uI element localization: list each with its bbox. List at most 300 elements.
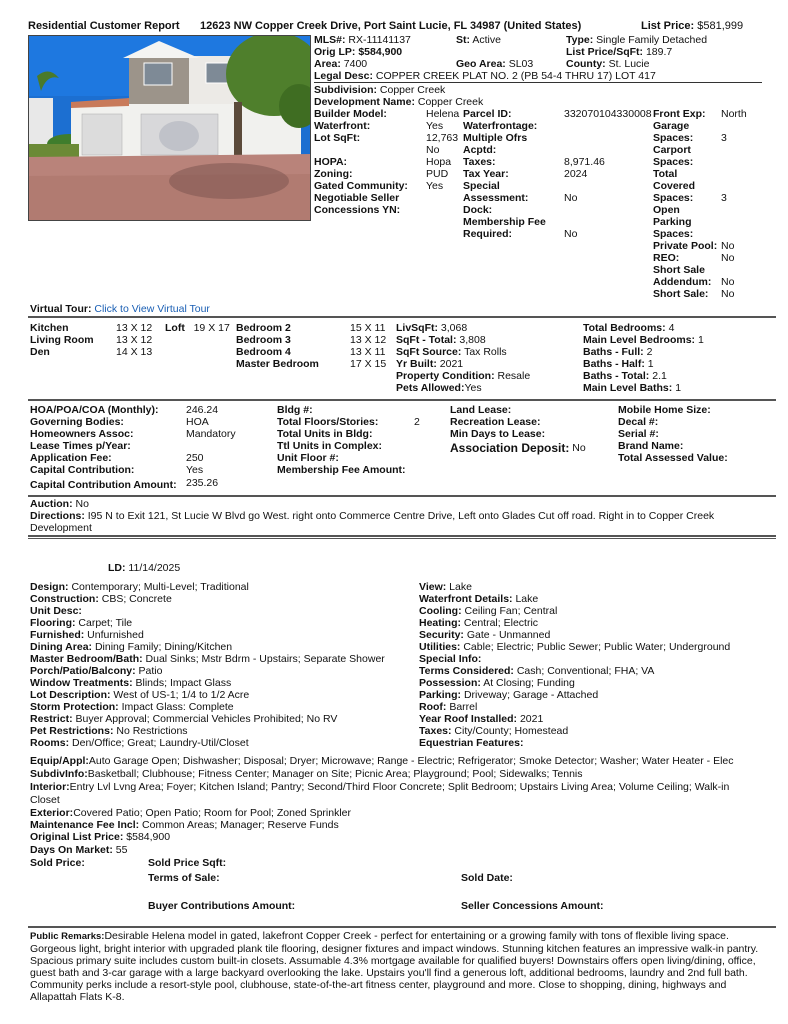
- label: Land Lease:: [450, 404, 512, 416]
- detail-label: Covered: [653, 180, 696, 192]
- detail-value: 12,763: [426, 132, 459, 144]
- hoa-value: Yes: [186, 464, 204, 476]
- value: Common Areas; Manager; Reserve Funds: [142, 819, 339, 831]
- value: Tax Rolls: [464, 346, 507, 358]
- hoa-value: HOA: [186, 416, 209, 428]
- label: SqFt - Total:: [396, 334, 457, 346]
- feature-label: Pet Restrictions:: [30, 725, 114, 737]
- feature-row: [30, 581, 385, 593]
- baths-full: [583, 346, 704, 358]
- feature-label: Lot Description:: [30, 689, 111, 701]
- detail-value: Helena: [426, 108, 460, 120]
- feature-label: Utilities:: [419, 641, 461, 653]
- detail-label: Special: [463, 180, 500, 192]
- sqft-source: [396, 346, 530, 358]
- hoa-value: [414, 440, 420, 452]
- remarks-label: Public Remarks:: [30, 931, 105, 942]
- feature-label: Window Treatments:: [30, 677, 133, 689]
- orig-lp-value: $584,900: [358, 46, 403, 58]
- mls-label: MLS#:: [314, 34, 346, 46]
- detail-label: Waterfrontage:: [463, 120, 538, 132]
- detail-value: No: [721, 240, 735, 252]
- hoa-col1-values: [186, 404, 236, 489]
- detail-label: Required:: [463, 228, 513, 240]
- subdivision: [314, 84, 445, 96]
- seller-concessions-label: Seller Concessions Amount:: [461, 900, 604, 912]
- detail-label: Acptd:: [463, 144, 497, 156]
- feature-value: Carpet; Tile: [78, 617, 133, 629]
- feature-value: 2021: [519, 713, 544, 725]
- directions-label: Directions:: [30, 510, 85, 522]
- geo-area-value: SL03: [508, 58, 534, 70]
- hoa-value: [414, 464, 420, 476]
- detail-value: [564, 144, 652, 156]
- label: Pets Allowed:: [396, 382, 465, 394]
- feature-label: View:: [419, 581, 447, 593]
- detail-label: Lot SqFt:: [314, 132, 361, 144]
- geo-area-label: Geo Area:: [456, 58, 506, 70]
- legal-label: Legal Desc:: [314, 70, 373, 82]
- detail-value: [564, 216, 652, 228]
- area-value: 7400: [343, 58, 368, 70]
- value: 2: [646, 346, 653, 358]
- hoa-label: Ttl Units in Complex:: [277, 440, 382, 452]
- detail-label: Front Exp:: [653, 108, 706, 120]
- maintenance-fee-incl: [30, 819, 775, 831]
- label: Min Days to Lease:: [450, 428, 546, 440]
- detail-label: [314, 144, 408, 156]
- value: Yes: [464, 382, 482, 394]
- ld-label: LD:: [108, 562, 126, 574]
- feature-label: Flooring:: [30, 617, 76, 629]
- sold-price-label: Sold Price:: [30, 857, 85, 869]
- label: Baths - Half:: [583, 358, 645, 370]
- detail-label: Parking: [653, 216, 692, 228]
- detail-label: Waterfront:: [314, 120, 371, 132]
- feature-row: [419, 581, 730, 593]
- hoa-col3: [450, 404, 586, 454]
- detail-label: Garage: [653, 120, 690, 132]
- detail-value: Hopa: [426, 156, 452, 168]
- legal-value: COPPER CREEK PLAT NO. 2 (PB 54-4 THRU 17) LOT 417: [375, 70, 656, 82]
- auction-value: No: [75, 498, 89, 510]
- feature-value: Lake: [515, 593, 539, 605]
- value: 3,808: [459, 334, 486, 346]
- original-list-price-row: [30, 831, 775, 843]
- feature-label: Special Info:: [419, 653, 482, 665]
- feature-value: CBS; Concrete: [101, 593, 172, 605]
- detail-label: Assessment:: [463, 192, 529, 204]
- year-built: [396, 358, 530, 370]
- detail-label: Open: [653, 204, 680, 216]
- feature-value: Driveway; Garage - Attached: [463, 689, 599, 701]
- rooms-col-b-labels: [236, 322, 319, 370]
- price-sqft-label: List Price/SqFt:: [566, 46, 644, 58]
- interior: [30, 781, 760, 807]
- feature-row: [30, 617, 385, 629]
- status-label: St:: [456, 34, 470, 46]
- value: 1: [697, 334, 704, 346]
- detail-value: No: [721, 288, 735, 300]
- detail-label: Builder Model:: [314, 108, 387, 120]
- liv-sqft: [396, 322, 530, 334]
- feature-value: City/County; Homestead: [454, 725, 569, 737]
- value: Auto Garage Open; Dishwasher; Disposal; Dryer; Microwave; Range - Electric; Refrigerator; Smoke Detector; Washer; Water Heater - Elec: [88, 755, 734, 767]
- detail-label: REO:: [653, 252, 680, 264]
- equip-appl: [30, 755, 775, 767]
- detail-label: Membership Fee: [463, 216, 546, 228]
- detail-value: [721, 144, 747, 156]
- development-name: [314, 96, 483, 108]
- feature-value: Blinds; Impact Glass: [135, 677, 232, 689]
- value: $584,900: [126, 831, 171, 843]
- terms-of-sale-label: Terms of Sale:: [148, 872, 220, 884]
- feature-row: [30, 605, 385, 617]
- section-divider: [28, 535, 776, 539]
- directions: [30, 510, 770, 534]
- detail-value: No: [564, 192, 578, 204]
- details-col2-labels: [463, 108, 546, 240]
- feature-value: At Closing; Funding: [483, 677, 575, 689]
- feature-label: Dining Area:: [30, 641, 93, 653]
- detail-value: No: [426, 144, 440, 156]
- detail-value: [721, 120, 747, 132]
- room-size: 13 X 12: [116, 322, 153, 334]
- feature-row: [419, 641, 730, 653]
- feature-label: Furnished:: [30, 629, 85, 641]
- feature-row: [30, 593, 385, 605]
- details-col3-values: [721, 108, 747, 300]
- details-col2-values: [564, 108, 652, 240]
- loft: [165, 322, 230, 334]
- details-col3-labels: [653, 108, 717, 300]
- detail-label: Short Sale: [653, 264, 705, 276]
- directions-value: I95 N to Exit 121, St Lucie W Blvd go West. right onto Commerce Centre Drive, Left onto Glades Cut off road. Right in to Copper Creek Development: [30, 510, 715, 534]
- orig-lp-label: Orig LP:: [314, 46, 356, 58]
- value: 2.1: [652, 370, 667, 382]
- mls-value: RX-11141137: [348, 34, 411, 46]
- feature-value: West of US-1; 1/4 to 1/2 Acre: [113, 689, 250, 701]
- property-photo[interactable]: [28, 35, 311, 221]
- rooms-col-c: [396, 322, 530, 394]
- feature-value: Patio: [138, 665, 163, 677]
- min-days-to-lease: [450, 428, 586, 440]
- feature-row: [30, 689, 385, 701]
- rooms-col-a-values: [116, 322, 152, 358]
- label: Maintenance Fee Incl:: [30, 819, 140, 831]
- feature-row: [419, 605, 730, 617]
- feature-row: [419, 665, 730, 677]
- hoa-label: Lease Times p/Year:: [30, 440, 131, 452]
- features-right: [419, 581, 730, 749]
- hoa-label: Mobile Home Size:: [618, 404, 711, 416]
- dev-name-label: Development Name:: [314, 96, 415, 108]
- value: 1: [675, 382, 682, 394]
- feature-row: [419, 677, 730, 689]
- hoa-label: Decal #:: [618, 416, 659, 428]
- hoa-col2-labels: [277, 404, 406, 476]
- loft-size: 19 X 17: [193, 322, 230, 334]
- detail-label: Zoning:: [314, 168, 353, 180]
- hoa-label: Total Floors/Stories:: [277, 416, 379, 428]
- room-size: 13 X 12: [116, 334, 153, 346]
- feature-row: [419, 653, 730, 665]
- hoa-label: Unit Floor #:: [277, 452, 339, 464]
- feature-value: Barrel: [449, 701, 478, 713]
- value: Resale: [497, 370, 531, 382]
- feature-label: Year Roof Installed:: [419, 713, 518, 725]
- detail-value: [721, 168, 747, 180]
- label: Main Level Bedrooms:: [583, 334, 696, 346]
- county-label: County:: [566, 58, 606, 70]
- label: Baths - Full:: [583, 346, 644, 358]
- association-deposit: [450, 442, 586, 454]
- hoa-value: [414, 428, 420, 440]
- detail-value: No: [721, 252, 735, 264]
- label: Exterior:: [30, 807, 74, 819]
- property-address: 12623 NW Copper Creek Drive, Port Saint Lucie, FL 34987 (United States): [200, 20, 582, 32]
- county: [566, 58, 649, 70]
- property-type: [566, 34, 707, 46]
- feature-label: Security:: [419, 629, 464, 641]
- feature-value: Gate - Unmanned: [466, 629, 551, 641]
- label: Equip/Appl:: [30, 755, 89, 767]
- detail-value: [721, 264, 747, 276]
- detail-value: [721, 216, 747, 228]
- mls-number: [314, 34, 411, 46]
- feature-label: Parking:: [419, 689, 462, 701]
- legal-description: [314, 70, 656, 82]
- list-price-value: $581,999: [697, 20, 744, 32]
- feature-label: Rooms:: [30, 737, 70, 749]
- feature-label: Construction:: [30, 593, 99, 605]
- detail-label: Private Pool:: [653, 240, 718, 252]
- subdiv-info: [30, 768, 775, 780]
- detail-value: 8,971.46: [564, 156, 605, 168]
- detail-value: No: [721, 276, 735, 288]
- days-on-market: [30, 844, 775, 856]
- status-value: Active: [472, 34, 501, 46]
- main-level-baths: [583, 382, 704, 394]
- value: Entry Lvl Lvng Area; Foyer; Kitchen Island; Pantry; Second/Third Floor Concrete; Split Bedroom; Upstairs Living Area; Volume Ceiling; Walk-in Closet: [30, 781, 730, 806]
- label: SqFt Source:: [396, 346, 462, 358]
- detail-value: [721, 156, 747, 168]
- value: No: [572, 442, 586, 454]
- sold-date-label: Sold Date:: [461, 872, 513, 884]
- area-label: Area:: [314, 58, 341, 70]
- hoa-value: 235.26: [186, 477, 219, 489]
- feature-row: [30, 725, 385, 737]
- hoa-value: 2: [414, 416, 420, 428]
- feature-value: Cash; Conventional; FHA; VA: [516, 665, 655, 677]
- detail-label: Multiple Ofrs: [463, 132, 528, 144]
- detail-value: 2024: [564, 168, 588, 180]
- county-value: St. Lucie: [608, 58, 650, 70]
- detail-label: Spaces:: [653, 228, 694, 240]
- baths-total: [583, 370, 704, 382]
- feature-label: Storm Protection:: [30, 701, 119, 713]
- section-divider: [28, 495, 776, 497]
- list-price-label: List Price:: [641, 20, 695, 32]
- room-size: 15 X 11: [350, 322, 386, 334]
- value: 2021: [439, 358, 464, 370]
- detail-label: Concessions YN:: [314, 204, 401, 216]
- hoa-value: 246.24: [186, 404, 219, 416]
- detail-value: [564, 120, 652, 132]
- feature-label: Porch/Patio/Balcony:: [30, 665, 136, 677]
- room-label: Bedroom 3: [236, 334, 291, 346]
- detail-value: 3: [721, 132, 727, 144]
- details-col1-labels: [314, 108, 408, 216]
- value: Covered Patio; Open Patio; Room for Pool; Zoned Sprinkler: [73, 807, 351, 819]
- feature-label: Heating:: [419, 617, 461, 629]
- label: Total Bedrooms:: [583, 322, 666, 334]
- detail-value: [564, 180, 652, 192]
- feature-value: Dual Sinks; Mstr Bdrm - Upstairs; Separate Shower: [145, 653, 385, 665]
- label: Baths - Total:: [583, 370, 650, 382]
- detail-value: 3: [721, 192, 727, 204]
- feature-label: Master Bedroom/Bath:: [30, 653, 143, 665]
- auction: [30, 498, 89, 510]
- feature-value: Dining Family; Dining/Kitchen: [94, 641, 233, 653]
- detail-value: [721, 180, 747, 192]
- hoa-label: Brand Name:: [618, 440, 684, 452]
- value: Basketball; Clubhouse; Fitness Center; Manager on Site; Picnic Area; Playground; Pool; Sidewalks; Tennis: [87, 768, 583, 780]
- loft-label: Loft: [165, 322, 185, 334]
- feature-label: Waterfront Details:: [419, 593, 513, 605]
- value: 3,068: [440, 322, 468, 334]
- room-label: Bedroom 4: [236, 346, 291, 358]
- feature-row: [419, 629, 730, 641]
- recreation-lease: [450, 416, 586, 428]
- property-condition: [396, 370, 530, 382]
- feature-value: Lake: [449, 581, 472, 593]
- subdivision-value: Copper Creek: [379, 84, 446, 96]
- room-label: Living Room: [30, 334, 94, 346]
- detail-label: Parcel ID:: [463, 108, 512, 120]
- feature-row: [30, 737, 385, 749]
- room-label: Kitchen: [30, 322, 69, 334]
- sqft-total: [396, 334, 530, 346]
- hoa-col2-values: [414, 404, 420, 476]
- detail-value: 332070104330008: [564, 108, 652, 120]
- room-label: Den: [30, 346, 50, 358]
- type-label: Type:: [566, 34, 594, 46]
- hoa-label: Homeowners Assoc:: [30, 428, 134, 440]
- dev-name-value: Copper Creek: [417, 96, 484, 108]
- hoa-col1-labels: [30, 404, 177, 491]
- detail-label: Negotiable Seller: [314, 192, 400, 204]
- value: 1: [647, 358, 654, 370]
- detail-value: [721, 204, 747, 216]
- detail-value: [564, 132, 652, 144]
- feature-label: Terms Considered:: [419, 665, 514, 677]
- auction-label: Auction:: [30, 498, 73, 510]
- detail-value: North: [721, 108, 747, 120]
- house-image: [29, 36, 311, 221]
- detail-value: [564, 204, 652, 216]
- list-price: [641, 20, 743, 32]
- remarks-text: Desirable Helena model in gated, lakefront Copper Creek - perfect for entertaining or a growing family with tons of flexible living space. Gorgeous light, bright interior with upgraded plank tile flooring, designer fixtures and impact windows. Stunning kitchen features an impressive walk-in pantry. Spacious primary suite includes custom built-in closets. Assumable 4.3% mortgage available for qualified buyers! Downstairs offers open living/dining, office, guest bath and 3-car garage with a large backyard overlooking the lake. Upstairs you'll find a generous loft, additional bedrooms, laundry and 2nd full bath. Community perks include a resort-style pool, clubhouse, state-of-the-art fitness center, playground and more. Close to shopping, dining, highways and Allapattah Flats K-8.: [30, 930, 759, 1003]
- detail-label: Spaces:: [653, 156, 694, 168]
- listing-date: [108, 562, 180, 574]
- hoa-label: Total Assessed Value:: [618, 452, 728, 464]
- label: Interior:: [30, 781, 70, 793]
- feature-row: [419, 725, 730, 737]
- feature-row: [30, 677, 385, 689]
- feature-row: [419, 593, 730, 605]
- feature-row: [419, 713, 730, 725]
- section-divider: [28, 399, 776, 401]
- label: SubdivInfo:: [30, 768, 88, 780]
- detail-label: Spaces:: [653, 132, 694, 144]
- original-list-price: [314, 46, 402, 58]
- section-divider: [28, 926, 776, 928]
- total-bedrooms: [583, 322, 704, 334]
- hoa-label: Application Fee:: [30, 452, 112, 464]
- land-lease: [450, 404, 586, 416]
- divider: [314, 82, 762, 83]
- rooms-col-a-labels: [30, 322, 94, 358]
- public-remarks: [30, 930, 775, 1003]
- features-left: [30, 581, 385, 749]
- hoa-value: [414, 404, 420, 416]
- feature-label: Restrict:: [30, 713, 73, 725]
- buyer-contributions-label: Buyer Contributions Amount:: [148, 900, 296, 912]
- geo-area: [456, 58, 533, 70]
- pets-allowed: [396, 382, 530, 394]
- label: Association Deposit:: [450, 441, 570, 455]
- subdivision-label: Subdivision:: [314, 84, 377, 96]
- detail-value: [426, 192, 459, 204]
- hoa-label: Membership Fee Amount:: [277, 464, 406, 476]
- hoa-col4-labels: [618, 404, 728, 464]
- section-divider: [28, 316, 776, 318]
- detail-value: Yes: [426, 120, 444, 132]
- virtual-tour: [30, 303, 210, 315]
- hoa-label: Bldg #:: [277, 404, 313, 416]
- hoa-label: Total Units in Bldg:: [277, 428, 373, 440]
- virtual-tour-link[interactable]: Click to View Virtual Tour: [94, 303, 210, 315]
- rooms-col-b-values: [350, 322, 386, 370]
- hoa-value: Mandatory: [186, 428, 236, 440]
- room-size: 13 X 11: [350, 346, 386, 358]
- feature-row: [30, 653, 385, 665]
- area: [314, 58, 367, 70]
- detail-label: Dock:: [463, 204, 493, 216]
- feature-value: Contemporary; Multi-Level; Traditional: [71, 581, 249, 593]
- baths-half: [583, 358, 704, 370]
- detail-value: No: [564, 228, 578, 240]
- detail-label: Gated Community:: [314, 180, 408, 192]
- room-label: Master Bedroom: [236, 358, 319, 370]
- hoa-value: [186, 440, 236, 452]
- feature-value: Den/Office; Great; Laundry-Util/Closet: [72, 737, 249, 749]
- price-per-sqft: [566, 46, 672, 58]
- feature-value: Central; Electric: [463, 617, 539, 629]
- ld-value: 11/14/2025: [128, 562, 181, 574]
- feature-value: Cable; Electric; Public Sewer; Public Water; Underground: [463, 641, 731, 653]
- room-size: 14 X 13: [116, 346, 153, 358]
- hoa-label: Capital Contribution Amount:: [30, 479, 177, 491]
- feature-label: Possession:: [419, 677, 481, 689]
- label: LivSqFt:: [396, 322, 438, 334]
- feature-row: [30, 713, 385, 725]
- detail-value: [721, 228, 747, 240]
- feature-row: [30, 629, 385, 641]
- detail-value: [426, 204, 459, 216]
- hoa-value: [414, 452, 420, 464]
